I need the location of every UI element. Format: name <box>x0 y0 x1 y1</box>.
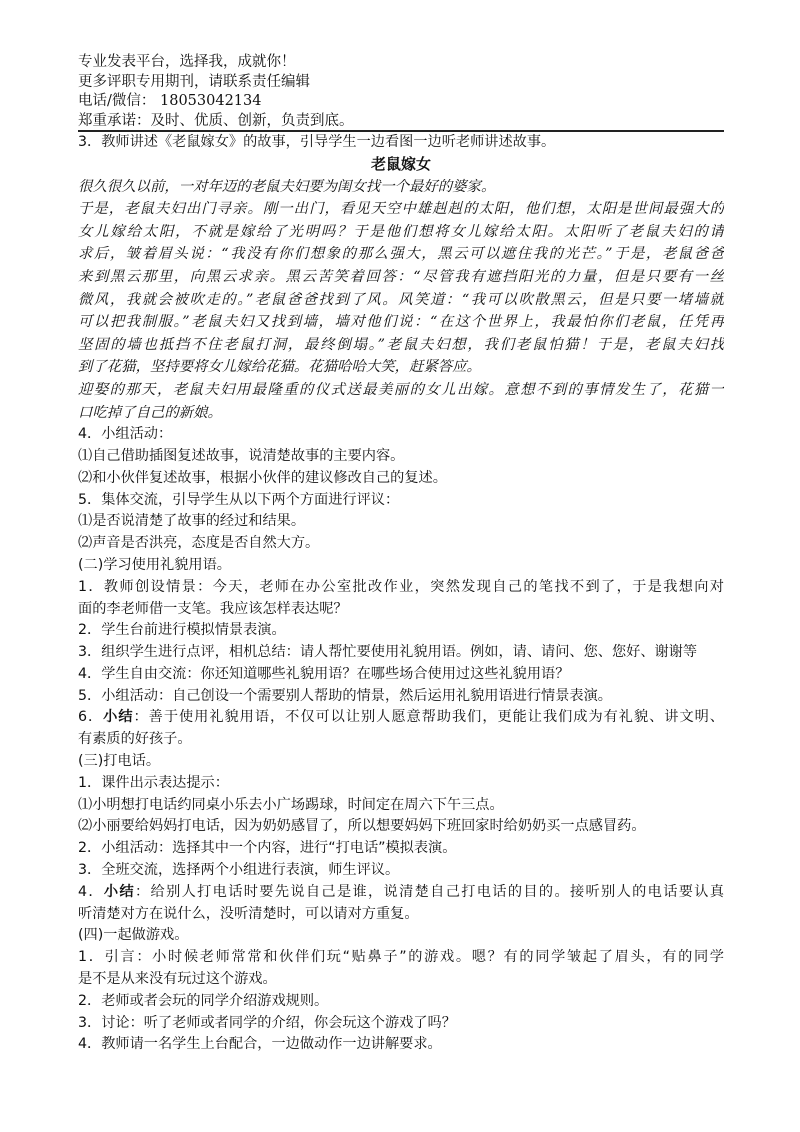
summary-text: ：善于使用礼貌用语，不仅可以让别人愿意帮助我们，更能让我们成为有礼貌、讲文明、 <box>133 709 724 726</box>
step-4-group-activity: 4．小组活动： <box>78 426 173 443</box>
section-2-item-4: 4．学生自由交流：你还知道哪些礼貌用语？在哪些场合使用过这些礼貌用语？ <box>78 665 570 682</box>
story-paragraph-3-line: 口吃掉了自己的新娘。 <box>78 404 222 421</box>
story-title: 老鼠嫁女 <box>370 154 431 173</box>
header-slogan: 专业发表平台，选择我，成就你！ <box>78 54 296 70</box>
section-2-item-2: 2．学生台前进行模拟情景表演。 <box>78 622 286 639</box>
section-4-item-4: 4．教师请一名学生上台配合，一边做动作一边讲解要求。 <box>78 1036 442 1053</box>
section-2-item-6-line: 有素质的好孩子。 <box>78 731 192 748</box>
section-2-item-1-line: 1．教师创设情景：今天，老师在办公室批改作业，突然发现自己的笔找不到了，于是我想向对 <box>78 578 724 595</box>
step-4-sub-item: ⑴自己借助插图复述故事，说清楚故事的主要内容。 <box>78 447 405 464</box>
item-number: 4． <box>78 883 104 900</box>
section-4-item-2: 2．老师或者会玩的同学介绍游戏规则。 <box>78 992 329 1009</box>
step-5-discussion: 5．集体交流，引导学生从以下两个方面进行评议： <box>78 491 400 508</box>
lesson-body <box>78 132 724 1056</box>
story-paragraph-2-line: 坚固的墙也抵挡不住老鼠打洞，最终倒塌。”老鼠夫妇想，我们老鼠怕猫！于是，老鼠夫妇找 <box>78 336 724 353</box>
item-number: 6． <box>78 709 104 726</box>
section-heading-game: (四)一起做游戏。 <box>78 927 189 944</box>
story-paragraph-2-line: 求后，皱着眉头说：“我没有你们想象的那么强大，黑云可以遮住我的光芒。”于是，老鼠爸爸 <box>78 246 724 263</box>
summary-label: 小结 <box>103 709 134 726</box>
story-paragraph-1: 很久很久以前，一对年迈的老鼠夫妇要为闺女找一个最好的婆家。 <box>78 178 496 195</box>
section-2-item-5: 5．小组活动：自己创设一个需要别人帮助的情景，然后运用礼貌用语进行情景表演。 <box>78 687 612 704</box>
section-2-item-3: 3．组织学生进行点评，相机总结：请人帮忙要使用礼貌用语。例如，请、请问、您、您好、谢谢等 <box>78 644 698 661</box>
section-heading-polite-language: (二)学习使用礼貌用语。 <box>78 556 231 573</box>
story-paragraph-2-line: 到了花猫，坚持要将女儿嫁给花猫。花猫哈哈大笑，赶紧答应。 <box>78 359 481 376</box>
header-promise: 郑重承诺：及时、优质、创新，负责到底。 <box>78 112 354 129</box>
section-3-item-4-line <box>78 882 724 904</box>
section-3-sub-item: ⑵小丽要给妈妈打电话，因为奶奶感冒了，所以想要妈妈下班回家时给奶奶买一点感冒药。 <box>78 818 646 835</box>
header-journal-note: 更多评职专用期刊，请联系责任编辑 <box>78 73 310 90</box>
story-paragraph-2-line: 微风，我就会被吹走的。”老鼠爸爸找到了风。风笑道：“我可以吹散黑云，但是只要一堵墙就 <box>78 291 724 308</box>
section-3-item-1: 1．课件出示表达提示： <box>78 774 229 791</box>
section-3-sub-item: ⑴小明想打电话约同桌小乐去小广场踢球，时间定在周六下午三点。 <box>78 796 504 813</box>
step-5-sub-item: ⑵声音是否洪亮，态度是否自然大方。 <box>78 535 320 552</box>
section-3-item-4-line: 听清楚对方在说什么，没听清楚时，可以请对方重复。 <box>78 905 419 922</box>
summary-label: 小结 <box>103 883 135 900</box>
header-contact: 电话/微信： 18053042134 <box>78 93 262 109</box>
section-heading-phone-call: (三)打电话。 <box>78 753 161 770</box>
story-paragraph-3-line: 迎娶的那天，老鼠夫妇用最隆重的仪式送最美丽的女儿出嫁。意想不到的事情发生了，花猫一 <box>78 381 724 398</box>
story-paragraph-2-line: 来到黑云那里，向黑云求亲。黑云苦笑着回答：“尽管我有遮挡阳光的力量，但是只要有一丝 <box>78 268 724 285</box>
summary-text: ：给别人打电话时要先说自己是谁，说清楚自己打电话的目的。接听别人的电话要认真 <box>135 883 724 900</box>
section-2-item-1-line: 面的李老师借一支笔。我应该怎样表达呢？ <box>78 600 348 617</box>
section-2-item-6-line <box>78 707 724 729</box>
section-3-item-3: 3．全班交流，选择两个小组进行表演，师生评议。 <box>78 862 400 879</box>
section-4-item-3: 3．讨论：听了老师或者同学的介绍，你会玩这个游戏了吗？ <box>78 1014 456 1031</box>
section-4-item-1-line: 1．引言：小时候老师常常和伙伴们玩“贴鼻子”的游戏。嗯？有的同学皱起了眉头，有的同学 <box>78 949 724 966</box>
section-3-item-2: 2．小组活动：选择其中一个内容，进行“打电话”模拟表演。 <box>78 840 457 857</box>
step-4-sub-item: ⑵和小伙伴复述故事，根据小伙伴的建议修改自己的复述。 <box>78 469 447 486</box>
story-paragraph-2-line: 可以把我制服。”老鼠夫妇又找到墙，墙对他们说：“在这个世界上，我最怕你们老鼠，任凭再 <box>78 314 724 331</box>
publisher-header <box>78 53 728 130</box>
section-4-item-1-line: 是不是从来没有玩过这个游戏。 <box>78 971 277 988</box>
story-paragraph-2-line: 于是，老鼠夫妇出门寻亲。刚一出门，看见天空中雄赳赳的太阳，他们想，太阳是世间最强大的 <box>78 201 724 218</box>
step-3-story-telling: 3．教师讲述《老鼠嫁女》的故事，引导学生一边看图一边听老师讲述故事。 <box>78 134 556 150</box>
step-5-sub-item: ⑴是否说清楚了故事的经过和结果。 <box>78 513 306 530</box>
story-paragraph-2-line: 女儿嫁给太阳，不就是嫁给了光明吗？于是他们想将女儿嫁给太阳。太阳听了老鼠夫妇的请 <box>78 223 724 240</box>
